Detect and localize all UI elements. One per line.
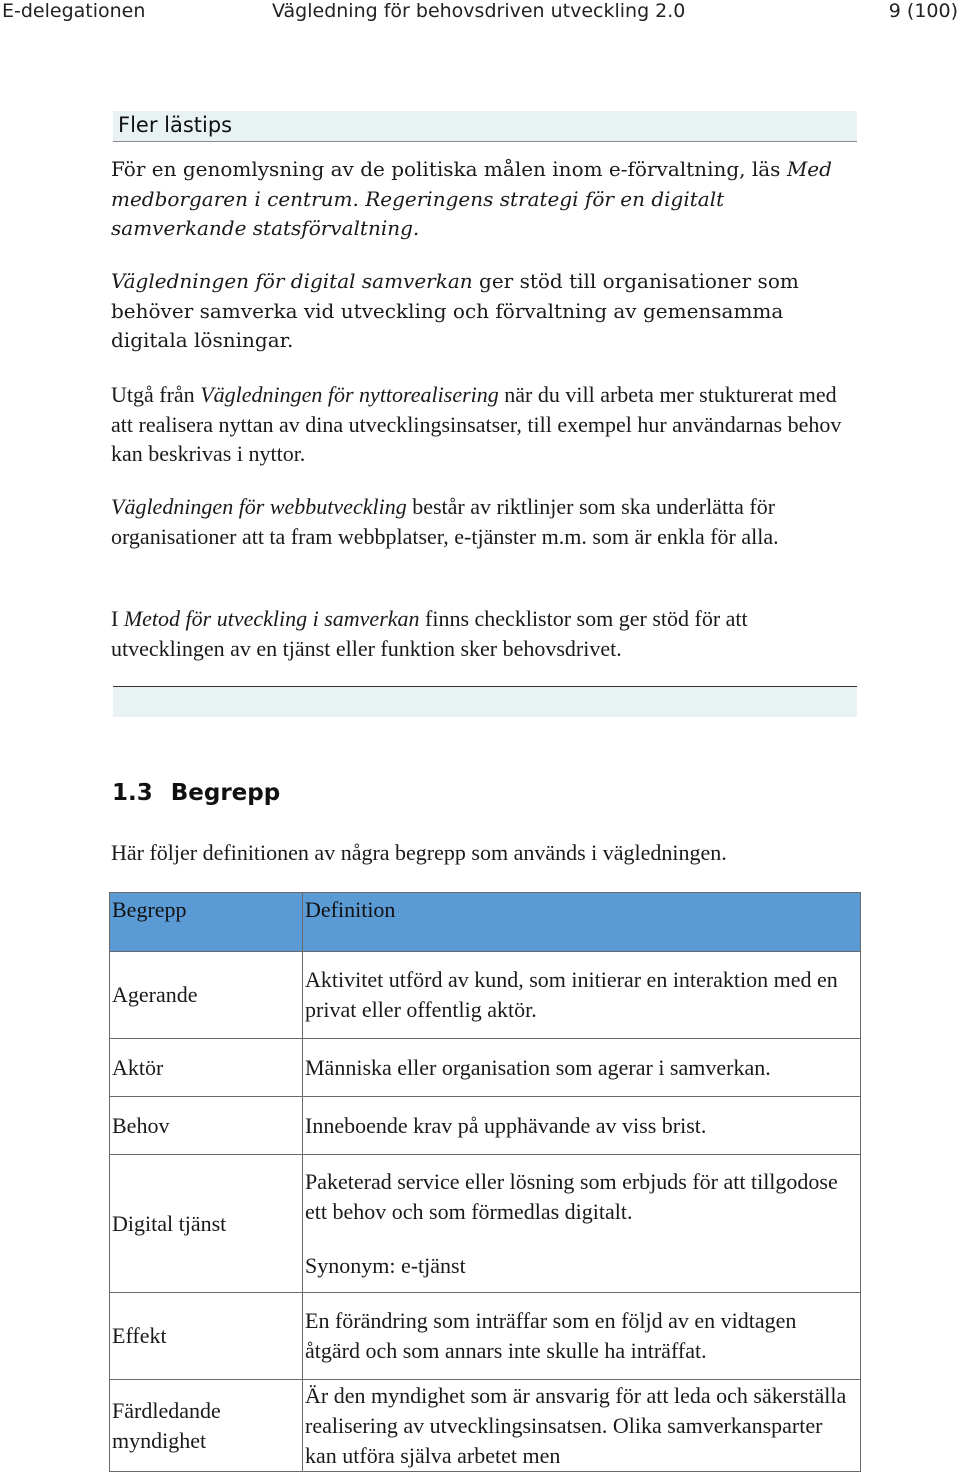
tips-paragraph-5 (111, 604, 861, 663)
tips-box-title: Fler lästips (118, 113, 233, 137)
header-organization: E-delegationen (2, 0, 146, 22)
definition-text: Är den myndighet som är ansvarig för att leda och säkerställa realisering av utvecklingsinsatsen. Olika samverkansparter kan utföra själva arbetet men (305, 1382, 847, 1468)
tips-paragraph-3-text-a: Utgå från (111, 382, 201, 407)
tips-paragraph-1-title-ref: Med medborgaren i centrum. Regeringens strategi för en digitalt samverkande statsförvaltning. (111, 157, 832, 240)
header-document-title: Vägledning för behovsdriven utveckling 2.0 (272, 0, 686, 22)
definition-cell (303, 1039, 861, 1097)
tips-paragraph-4-text: består av riktlinjer som ska underlätta för organisationer att ta fram webbplatser, e-tjänster m.m. som är enkla för alla. (111, 494, 779, 549)
section-intro: Här följer definitionen av några begrepp som används i vägledningen. (111, 840, 727, 865)
tips-paragraph-1 (111, 155, 861, 244)
tips-paragraph-2 (111, 267, 861, 356)
section-title: Begrepp (170, 780, 281, 806)
definition-cell (303, 1293, 861, 1380)
tips-paragraph-5-text-b: finns checklistor som ger stöd för att utvecklingen av en tjänst eller funktion sker behovsdrivet. (111, 606, 748, 661)
definition-cell (303, 1155, 861, 1293)
term-cell: Aktör (110, 1039, 303, 1097)
definition-cell (303, 1097, 861, 1155)
definition-text: Inneboende krav på upphävande av viss brist. (305, 1112, 707, 1138)
table-row (110, 1293, 861, 1380)
table-header-row (110, 893, 861, 952)
table-row (110, 1155, 861, 1293)
tips-paragraph-3-text-b: när du vill arbeta mer stukturerat med att realisera nyttan av dina utvecklingsinsatser, till exempel hur användarnas behov kan beskrivas i nyttor. (111, 382, 842, 466)
definition-text: Paketerad service eller lösning som erbjuds för att tillgodose ett behov och som förmedlas digitalt. (305, 1168, 838, 1224)
term-cell: Agerande (110, 952, 303, 1039)
tips-paragraph-3 (111, 380, 861, 469)
header-page-number: 9 (100) (888, 0, 958, 22)
tips-paragraph-5-text-a: I (111, 606, 124, 631)
term-cell: Behov (110, 1097, 303, 1155)
term-cell: Färdledande myndighet (110, 1380, 303, 1472)
page-header (0, 0, 960, 26)
column-header-definition: Definition (303, 893, 861, 952)
tips-paragraph-4 (111, 492, 861, 551)
definition-text: Människa eller organisation som agerar i samverkan. (305, 1054, 771, 1080)
tips-box-footer (113, 687, 857, 717)
column-header-term: Begrepp (110, 893, 303, 952)
tips-paragraph-2-text: ger stöd till organisationer som behöver samverka vid utveckling och förvaltning av gemensamma digitala lösningar. (111, 269, 799, 352)
section-heading (112, 780, 280, 806)
tips-paragraph-4-title-ref: Vägledningen för webbutveckling (111, 494, 407, 519)
table-row (110, 1097, 861, 1155)
table-row (110, 952, 861, 1039)
tips-box-header (113, 111, 857, 142)
table-row (110, 1380, 861, 1472)
tips-paragraph-3-title-ref: Vägledningen för nyttorealisering (200, 382, 499, 407)
tips-paragraph-1-text: För en genomlysning av de politiska målen inom e-förvaltning, läs (111, 157, 787, 181)
tips-paragraph-2-title-ref: Vägledningen för digital samverkan (111, 269, 473, 293)
definition-text: Aktivitet utförd av kund, som initierar en interaktion med en privat eller offentlig aktör. (305, 967, 838, 1022)
definition-cell (303, 1380, 861, 1472)
terms-table (109, 892, 861, 1472)
term-cell: Effekt (110, 1293, 303, 1380)
definition-cell (303, 952, 861, 1039)
definition-synonym: Synonym: e-tjänst (305, 1252, 466, 1278)
term-cell: Digital tjänst (110, 1155, 303, 1293)
definition-text: En förändring som inträffar som en följd av en vidtagen åtgärd och som annars inte skulle ha inträffat. (305, 1308, 797, 1363)
tips-paragraph-5-title-ref: Metod för utveckling i samverkan (123, 606, 420, 631)
section-number: 1.3 (112, 780, 153, 806)
table-row (110, 1039, 861, 1097)
